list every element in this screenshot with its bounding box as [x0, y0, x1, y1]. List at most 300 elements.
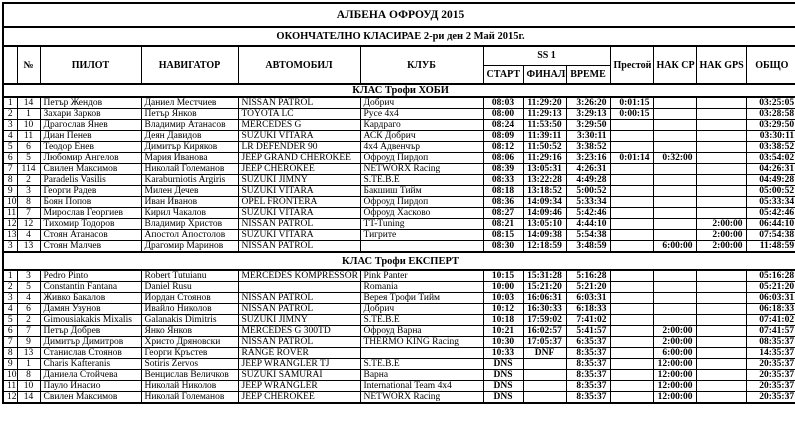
nak-sr-cell: 12:00:00: [653, 392, 696, 404]
navigator-cell: Янко Янков: [141, 326, 238, 337]
total-cell: 05:21:20: [746, 282, 795, 293]
car-cell: JEEP GRAND CHEROKEE: [238, 153, 360, 164]
start-cell: 10:12: [483, 304, 523, 315]
pilot-cell: Георги Радев: [40, 186, 141, 197]
start-cell: 10:00: [483, 282, 523, 293]
nak-gps-cell: [696, 337, 746, 348]
pilot-cell: Димитър Димитров: [40, 337, 141, 348]
time-cell: 3:26:20: [566, 97, 610, 109]
column-header-row-1: [3, 46, 795, 65]
car-cell: LR DEFENDER 90: [238, 142, 360, 153]
nak-gps-cell: [696, 164, 746, 175]
total-cell: 05:33:34: [746, 197, 795, 208]
table-row: [3, 359, 795, 370]
nak-gps-cell: [696, 109, 746, 120]
finish-cell: 16:02:57: [523, 326, 566, 337]
finish-cell: 14:09:38: [523, 230, 566, 241]
col-header-time: ВРЕМЕ: [566, 65, 610, 84]
nak-sr-cell: 12:00:00: [653, 359, 696, 370]
num-cell: 4: [17, 293, 40, 304]
pos-cell: 4: [3, 304, 17, 315]
nak-sr-cell: [653, 97, 696, 109]
idle-cell: 0:00:15: [610, 109, 653, 120]
idle-cell: [610, 315, 653, 326]
pilot-cell: Петър Жендов: [40, 97, 141, 109]
table-row: [3, 381, 795, 392]
start-cell: 08:18: [483, 186, 523, 197]
num-cell: 3: [17, 270, 40, 282]
car-cell: NISSAN PATROL: [238, 241, 360, 253]
nak-sr-cell: [653, 282, 696, 293]
pos-cell: 6: [3, 153, 17, 164]
total-cell: 08:35:37: [746, 337, 795, 348]
table-row: [3, 348, 795, 359]
col-header-nak-sr: НАК СР: [653, 46, 696, 84]
car-cell: SUZUKI VITARA: [238, 208, 360, 219]
pos-cell: 3: [3, 293, 17, 304]
pilot-cell: Драгослав Янев: [40, 120, 141, 131]
pilot-cell: Живко Бакалов: [40, 293, 141, 304]
pos-cell: 5: [3, 315, 17, 326]
nak-sr-cell: [653, 270, 696, 282]
start-cell: DNS: [483, 359, 523, 370]
pilot-cell: Тихомир Тодоров: [40, 219, 141, 230]
nak-sr-cell: [653, 208, 696, 219]
nak-gps-cell: [696, 97, 746, 109]
finish-cell: 11:50:52: [523, 142, 566, 153]
col-header-ss1: SS 1: [483, 46, 610, 65]
navigator-cell: Драгомир Маринов: [141, 241, 238, 253]
table-row: [3, 270, 795, 282]
navigator-cell: Николай Големанов: [141, 392, 238, 404]
num-cell: 11: [17, 131, 40, 142]
col-header-num: №: [17, 46, 40, 84]
nak-sr-cell: [653, 219, 696, 230]
finish-cell: 13:05:10: [523, 219, 566, 230]
total-cell: 06:03:31: [746, 293, 795, 304]
nak-sr-cell: [653, 142, 696, 153]
title-row: [3, 3, 795, 27]
finish-cell: DNF: [523, 348, 566, 359]
start-cell: 08:30: [483, 241, 523, 253]
nak-gps-cell: [696, 348, 746, 359]
club-cell: Бакшиш Тийм: [360, 186, 483, 197]
table-row: [3, 370, 795, 381]
idle-cell: [610, 219, 653, 230]
total-cell: 20:35:37: [746, 370, 795, 381]
num-cell: 4: [17, 230, 40, 241]
total-cell: 11:48:59: [746, 241, 795, 253]
time-cell: 5:42:46: [566, 208, 610, 219]
club-cell: TT-Tuning: [360, 219, 483, 230]
time-cell: 6:18:33: [566, 304, 610, 315]
nak-sr-cell: [653, 175, 696, 186]
total-cell: 05:16:28: [746, 270, 795, 282]
finish-cell: [523, 370, 566, 381]
finish-cell: 11:53:50: [523, 120, 566, 131]
finish-cell: 11:39:11: [523, 131, 566, 142]
navigator-cell: Венцислав Величков: [141, 370, 238, 381]
total-cell: 05:00:52: [746, 186, 795, 197]
idle-cell: [610, 293, 653, 304]
table-row: [3, 392, 795, 404]
car-cell: JEEP CHEROKEE: [238, 164, 360, 175]
pos-cell: 12: [3, 392, 17, 404]
pilot-cell: Диан Пенев: [40, 131, 141, 142]
navigator-cell: Мария Иванова: [141, 153, 238, 164]
nak-gps-cell: [696, 131, 746, 142]
total-cell: 20:35:37: [746, 359, 795, 370]
num-cell: 13: [17, 348, 40, 359]
nak-gps-cell: [696, 370, 746, 381]
total-cell: 07:54:38: [746, 230, 795, 241]
section-header: КЛАС Трофи ЕКСПЕРТ: [3, 252, 795, 270]
time-cell: 4:26:31: [566, 164, 610, 175]
col-header-finish: ФИНАЛ: [523, 65, 566, 84]
time-cell: 8:35:37: [566, 370, 610, 381]
total-cell: 06:18:33: [746, 304, 795, 315]
navigator-cell: Апостол Апостолов: [141, 230, 238, 241]
idle-cell: [610, 304, 653, 315]
col-header-idle: Престой: [610, 46, 653, 84]
club-cell: [360, 348, 483, 359]
pos-cell: 7: [3, 164, 17, 175]
num-cell: 8: [17, 197, 40, 208]
nak-sr-cell: 6:00:00: [653, 241, 696, 253]
start-cell: 08:39: [483, 164, 523, 175]
car-cell: SUZUKI JIMNY: [238, 175, 360, 186]
nak-sr-cell: [653, 109, 696, 120]
pilot-cell: Charis Kafteranis: [40, 359, 141, 370]
nak-gps-cell: [696, 315, 746, 326]
club-cell: NETWORX Racing: [360, 392, 483, 404]
club-cell: Кардраго: [360, 120, 483, 131]
num-cell: 14: [17, 392, 40, 404]
car-cell: NISSAN PATROL: [238, 97, 360, 109]
club-cell: Офроуд Хасково: [360, 208, 483, 219]
time-cell: 3:48:59: [566, 241, 610, 253]
pilot-cell: Стоян Малчев: [40, 241, 141, 253]
pos-cell: 12: [3, 219, 17, 230]
finish-cell: 11:29:20: [523, 97, 566, 109]
car-cell: SUZUKI VITARA: [238, 131, 360, 142]
nak-gps-cell: 2:00:00: [696, 230, 746, 241]
finish-cell: 16:30:33: [523, 304, 566, 315]
finish-cell: 17:59:02: [523, 315, 566, 326]
idle-cell: [610, 392, 653, 404]
navigator-cell: Николай Николов: [141, 381, 238, 392]
club-cell: THERMO KING Racing: [360, 337, 483, 348]
navigator-cell: Йордан Стоянов: [141, 293, 238, 304]
table-row: [3, 293, 795, 304]
total-cell: 03:28:58: [746, 109, 795, 120]
finish-cell: [523, 392, 566, 404]
table-row: [3, 175, 795, 186]
table-row: [3, 197, 795, 208]
table-row: [3, 219, 795, 230]
pos-cell: 6: [3, 326, 17, 337]
col-header-start: СТАРТ: [483, 65, 523, 84]
pos-cell: 11: [3, 208, 17, 219]
nak-sr-cell: 2:00:00: [653, 337, 696, 348]
start-cell: 10:18: [483, 315, 523, 326]
club-cell: Добрич: [360, 304, 483, 315]
pilot-cell: Дамян Узунов: [40, 304, 141, 315]
col-header-pos: [3, 46, 17, 84]
start-cell: 08:09: [483, 131, 523, 142]
car-cell: NISSAN PATROL: [238, 219, 360, 230]
num-cell: 5: [17, 153, 40, 164]
total-cell: 07:41:02: [746, 315, 795, 326]
car-cell: SUZUKI JIMNY: [238, 315, 360, 326]
num-cell: 6: [17, 142, 40, 153]
car-cell: NISSAN PATROL: [238, 304, 360, 315]
idle-cell: [610, 348, 653, 359]
nak-sr-cell: 12:00:00: [653, 370, 696, 381]
navigator-cell: Димитър Киряков: [141, 142, 238, 153]
nak-sr-cell: [653, 315, 696, 326]
idle-cell: [610, 326, 653, 337]
num-cell: 12: [17, 219, 40, 230]
table-row: [3, 315, 795, 326]
idle-cell: [610, 270, 653, 282]
table-row: [3, 241, 795, 253]
num-cell: 7: [17, 326, 40, 337]
table-row: [3, 109, 795, 120]
nak-gps-cell: [696, 359, 746, 370]
nak-sr-cell: [653, 230, 696, 241]
pos-cell: 3: [3, 120, 17, 131]
club-cell: Варна: [360, 370, 483, 381]
club-cell: S.TE.B.E: [360, 175, 483, 186]
navigator-cell: Кирил Чакалов: [141, 208, 238, 219]
pilot-cell: Свилен Максимов: [40, 164, 141, 175]
start-cell: 08:33: [483, 175, 523, 186]
nak-gps-cell: 2:00:00: [696, 219, 746, 230]
nak-sr-cell: [653, 186, 696, 197]
car-cell: SUZUKI SAMURAI: [238, 370, 360, 381]
nak-gps-cell: [696, 142, 746, 153]
finish-cell: 13:22:28: [523, 175, 566, 186]
finish-cell: 14:09:46: [523, 208, 566, 219]
num-cell: 14: [17, 97, 40, 109]
nak-gps-cell: [696, 326, 746, 337]
finish-cell: 15:21:20: [523, 282, 566, 293]
idle-cell: [610, 208, 653, 219]
time-cell: 5:16:28: [566, 270, 610, 282]
club-cell: S.TE.B.E: [360, 359, 483, 370]
pos-cell: 1: [3, 97, 17, 109]
num-cell: 6: [17, 304, 40, 315]
idle-cell: [610, 197, 653, 208]
club-cell: Офроуд Пирдоп: [360, 197, 483, 208]
navigator-cell: Karaburniotis Argiris: [141, 175, 238, 186]
col-header-total: ОБЩО: [746, 46, 795, 84]
nak-gps-cell: [696, 282, 746, 293]
club-cell: Офроуд Варна: [360, 326, 483, 337]
finish-cell: 11:29:13: [523, 109, 566, 120]
finish-cell: [523, 359, 566, 370]
time-cell: 3:38:52: [566, 142, 610, 153]
car-cell: MERCEDES KOMPRESSOR: [238, 270, 360, 282]
pos-cell: 7: [3, 337, 17, 348]
start-cell: 10:33: [483, 348, 523, 359]
finish-cell: 16:06:31: [523, 293, 566, 304]
nak-gps-cell: [696, 153, 746, 164]
nak-gps-cell: [696, 175, 746, 186]
navigator-cell: Robert Tutuianu: [141, 270, 238, 282]
finish-cell: [523, 381, 566, 392]
pilot-cell: Свилен Максимов: [40, 392, 141, 404]
pilot-cell: Пауло Инасио: [40, 381, 141, 392]
navigator-cell: Sotiris Zervos: [141, 359, 238, 370]
finish-cell: 15:31:28: [523, 270, 566, 282]
start-cell: DNS: [483, 381, 523, 392]
nak-sr-cell: 6:00:00: [653, 348, 696, 359]
idle-cell: 0:01:14: [610, 153, 653, 164]
nak-sr-cell: [653, 197, 696, 208]
num-cell: 7: [17, 208, 40, 219]
pilot-cell: Gimousiakakis Mixalis: [40, 315, 141, 326]
col-header-navigator: НАВИГАТОР: [141, 46, 238, 84]
idle-cell: [610, 175, 653, 186]
table-row: [3, 326, 795, 337]
club-cell: Добрич: [360, 97, 483, 109]
nak-gps-cell: [696, 270, 746, 282]
num-cell: 1: [17, 359, 40, 370]
time-cell: 5:54:38: [566, 230, 610, 241]
time-cell: 8:35:37: [566, 381, 610, 392]
finish-cell: 11:29:16: [523, 153, 566, 164]
finish-cell: 13:18:52: [523, 186, 566, 197]
car-cell: RANGE ROVER: [238, 348, 360, 359]
car-cell: SUZUKI VITARA: [238, 186, 360, 197]
navigator-cell: Петър Янков: [141, 109, 238, 120]
pos-cell: 13: [3, 230, 17, 241]
section-row: [3, 252, 795, 270]
time-cell: 3:23:16: [566, 153, 610, 164]
table-row: [3, 120, 795, 131]
table-row: [3, 131, 795, 142]
club-cell: Pink Panter: [360, 270, 483, 282]
total-cell: 20:35:37: [746, 392, 795, 404]
pos-cell: 1: [3, 270, 17, 282]
navigator-cell: Георги Кръстев: [141, 348, 238, 359]
pos-cell: 4: [3, 131, 17, 142]
nak-gps-cell: [696, 208, 746, 219]
table-row: [3, 304, 795, 315]
col-header-car: АВТОМОБИЛ: [238, 46, 360, 84]
section-row: [3, 84, 795, 97]
nak-gps-cell: [696, 381, 746, 392]
start-cell: 10:21: [483, 326, 523, 337]
finish-cell: 14:09:34: [523, 197, 566, 208]
pilot-cell: Мирослав Георгиев: [40, 208, 141, 219]
idle-cell: 0:01:15: [610, 97, 653, 109]
pilot-cell: Станислав Стоянов: [40, 348, 141, 359]
table-row: [3, 337, 795, 348]
idle-cell: [610, 282, 653, 293]
total-cell: 14:35:37: [746, 348, 795, 359]
club-cell: NETWORX Racing: [360, 164, 483, 175]
club-cell: [360, 241, 483, 253]
time-cell: 8:35:37: [566, 392, 610, 404]
nak-sr-cell: [653, 131, 696, 142]
club-cell: АСК Добрич: [360, 131, 483, 142]
pos-cell: 10: [3, 370, 17, 381]
pilot-cell: Даниела Стойчева: [40, 370, 141, 381]
club-cell: International Team 4x4: [360, 381, 483, 392]
num-cell: 13: [17, 241, 40, 253]
start-cell: 08:00: [483, 109, 523, 120]
navigator-cell: Николай Големанов: [141, 164, 238, 175]
subtitle-row: [3, 27, 795, 46]
pilot-cell: Constantin Fantana: [40, 282, 141, 293]
total-cell: 04:49:28: [746, 175, 795, 186]
club-cell: Romania: [360, 282, 483, 293]
nak-sr-cell: 0:32:00: [653, 153, 696, 164]
total-cell: 06:44:10: [746, 219, 795, 230]
nak-gps-cell: 2:00:00: [696, 241, 746, 253]
nak-gps-cell: [696, 304, 746, 315]
time-cell: 5:41:57: [566, 326, 610, 337]
club-cell: 4x4 Адвенчър: [360, 142, 483, 153]
navigator-cell: Христо Дряновски: [141, 337, 238, 348]
idle-cell: [610, 164, 653, 175]
pilot-cell: Боян Попов: [40, 197, 141, 208]
nak-gps-cell: [696, 197, 746, 208]
pos-cell: 9: [3, 359, 17, 370]
nak-sr-cell: 2:00:00: [653, 326, 696, 337]
idle-cell: [610, 337, 653, 348]
table-row: [3, 230, 795, 241]
page-subtitle: ОКОНЧАТЕЛНО КЛАСИРАЕ 2-ри ден 2 Май 2015г.: [3, 27, 795, 46]
pos-cell: 11: [3, 381, 17, 392]
car-cell: NISSAN PATROL: [238, 337, 360, 348]
time-cell: 8:35:37: [566, 359, 610, 370]
time-cell: 5:33:34: [566, 197, 610, 208]
navigator-cell: Даниел Местчиев: [141, 97, 238, 109]
time-cell: 6:03:31: [566, 293, 610, 304]
nak-gps-cell: [696, 186, 746, 197]
total-cell: 03:38:52: [746, 142, 795, 153]
start-cell: 10:30: [483, 337, 523, 348]
navigator-cell: Daniel Rusu: [141, 282, 238, 293]
pilot-cell: Paradelis Vasilis: [40, 175, 141, 186]
idle-cell: [610, 381, 653, 392]
car-cell: [238, 282, 360, 293]
nak-gps-cell: [696, 392, 746, 404]
total-cell: 03:29:50: [746, 120, 795, 131]
pos-cell: 3: [3, 241, 17, 253]
pilot-cell: Pedro Pinto: [40, 270, 141, 282]
time-cell: 5:00:52: [566, 186, 610, 197]
nak-sr-cell: [653, 164, 696, 175]
time-cell: 3:30:11: [566, 131, 610, 142]
idle-cell: [610, 120, 653, 131]
table-row: [3, 97, 795, 109]
start-cell: 08:27: [483, 208, 523, 219]
start-cell: 08:36: [483, 197, 523, 208]
total-cell: 03:30:11: [746, 131, 795, 142]
pos-cell: 2: [3, 109, 17, 120]
time-cell: 4:44:10: [566, 219, 610, 230]
car-cell: OPEL FRONTERA: [238, 197, 360, 208]
time-cell: 3:29:50: [566, 120, 610, 131]
pilot-cell: Стоян Атанасов: [40, 230, 141, 241]
start-cell: DNS: [483, 392, 523, 404]
start-cell: 08:15: [483, 230, 523, 241]
